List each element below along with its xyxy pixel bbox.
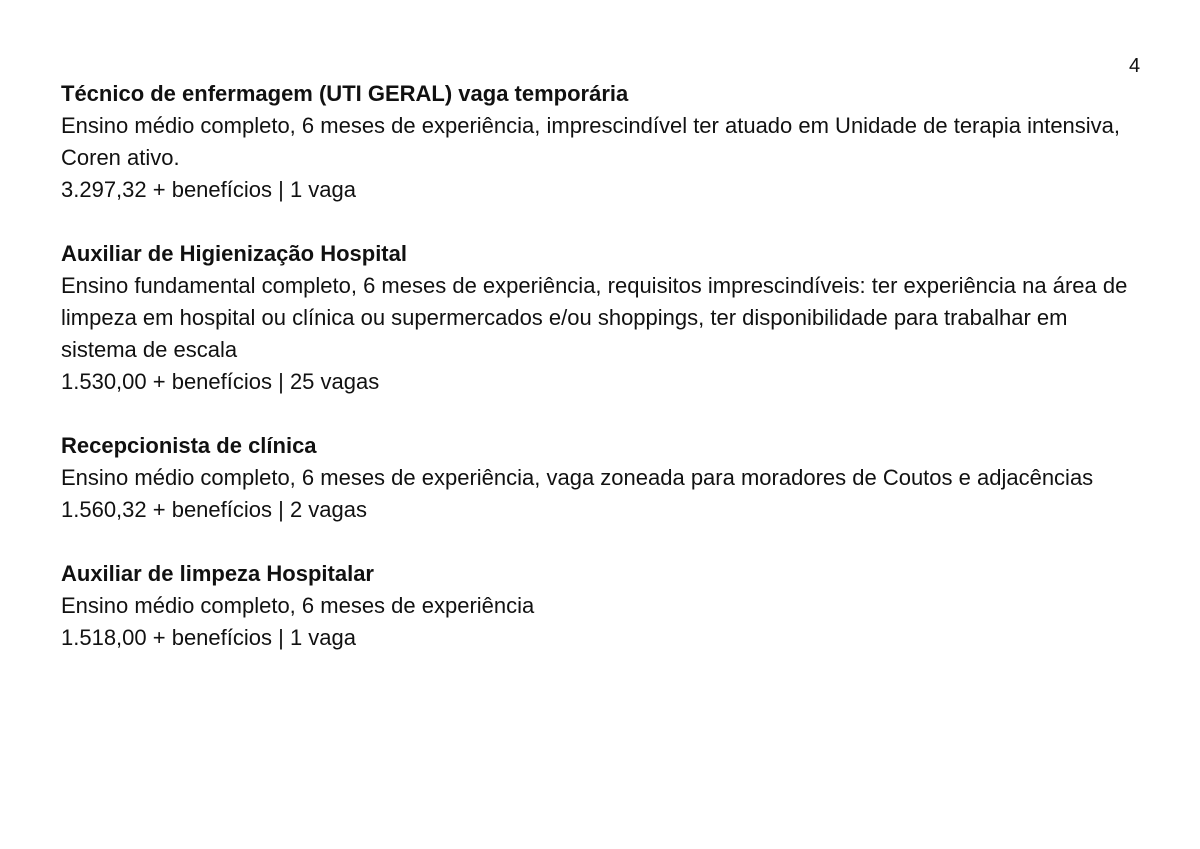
page-number: 4 [1129,55,1141,77]
job-requirements: Ensino médio completo, 6 meses de experiência, vaga zoneada para moradores de Coutos e adjacências [61,465,1094,490]
job-title: Auxiliar de limpeza Hospitalar [61,561,374,586]
job-salary: 1.530,00 + benefícios | 25 vagas [61,369,380,394]
job-listing [61,238,1141,398]
job-salary: 1.518,00 + benefícios | 1 vaga [61,625,356,650]
job-listing [61,558,1141,654]
job-salary: 3.297,32 + benefícios | 1 vaga [61,177,356,202]
job-requirements: Ensino fundamental completo, 6 meses de experiência, requisitos imprescindíveis: ter experiência na área de limpeza em hospital ou clínica ou supermercados e/ou shoppings, ter disponibilidade para trabalhar em sistema de escala [61,273,1128,362]
job-title: Auxiliar de Higienização Hospital [61,241,407,266]
job-requirements: Ensino médio completo, 6 meses de experiência [61,593,535,618]
job-title: Técnico de enfermagem (UTI GERAL) vaga temporária [61,81,629,106]
job-requirements: Ensino médio completo, 6 meses de experiência, imprescindível ter atuado em Unidade de terapia intensiva, Coren ativo. [61,113,1121,170]
job-salary: 1.560,32 + benefícios | 2 vagas [61,497,367,522]
job-listings [61,78,1141,686]
job-title: Recepcionista de clínica [61,433,317,458]
job-listing [61,78,1141,206]
job-listing [61,430,1141,526]
